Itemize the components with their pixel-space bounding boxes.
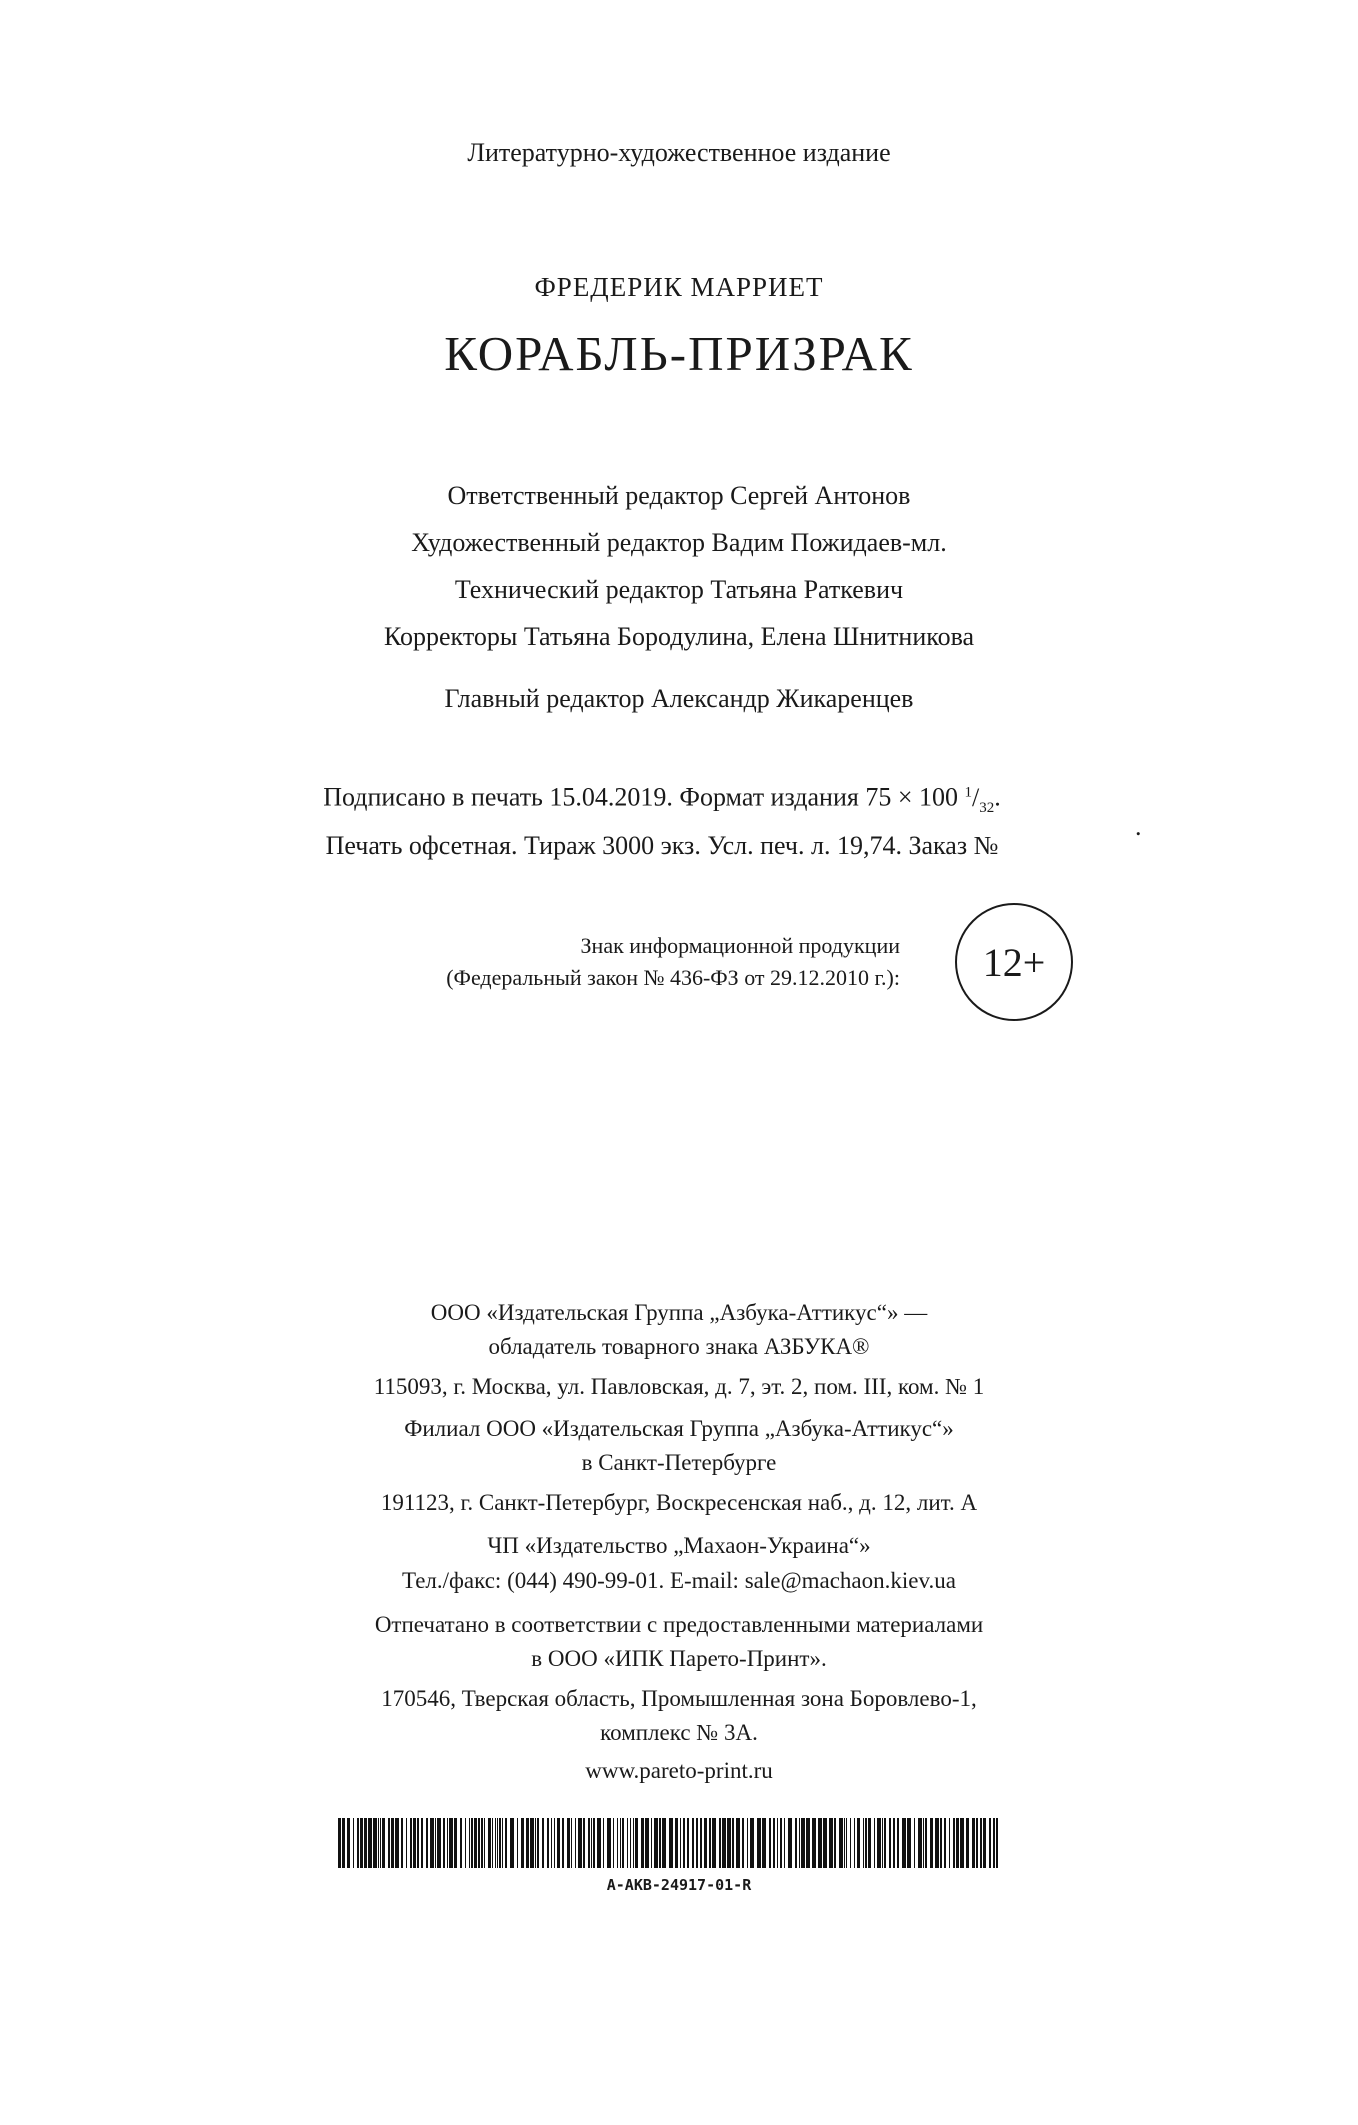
barcode-bar	[914, 1818, 915, 1868]
barcode-bar	[844, 1818, 845, 1868]
barcode-bar	[700, 1818, 702, 1868]
barcode-bar	[537, 1818, 539, 1868]
barcode-bar	[603, 1818, 604, 1868]
barcode-bar	[949, 1818, 950, 1868]
barcode-bar	[622, 1818, 624, 1868]
barcode-bar	[571, 1818, 572, 1868]
barcode-bar	[630, 1818, 631, 1868]
barcode-bar	[696, 1818, 698, 1868]
barcode-bar	[680, 1818, 681, 1868]
barcode-bar	[373, 1818, 377, 1868]
barcode-bar	[865, 1818, 867, 1868]
barcode-bar	[517, 1818, 518, 1868]
barcode-bar	[953, 1818, 955, 1868]
barcode-code: A-AKB-24917-01-R	[606, 1876, 752, 1894]
barcode-bar	[567, 1818, 570, 1868]
chief-editor: Главный редактор Александр Жикаренцев	[444, 684, 914, 713]
genre-line: Литературно-художественное издание	[467, 138, 891, 167]
barcode-bar	[488, 1818, 491, 1868]
barcode-bar	[675, 1818, 678, 1868]
barcode-bar	[651, 1818, 652, 1868]
barcode-bar	[526, 1818, 529, 1868]
barcode-bar	[687, 1818, 689, 1868]
printing-line-2: в ООО «ИПК Парето-Принт».	[531, 1646, 827, 1671]
barcode-bar	[471, 1818, 473, 1868]
barcode-bar	[460, 1818, 462, 1868]
age-rating-text	[220, 930, 900, 994]
ukraine-contacts: Тел./факс: (044) 490-99-01. E-mail: sale@machaon.kiev.ua	[402, 1568, 956, 1593]
barcode-bar	[918, 1818, 922, 1868]
barcode-bar	[481, 1818, 483, 1868]
barcode-bar	[465, 1818, 466, 1868]
print-info-line-2: Печать офсетная. Тираж 3000 экз. Усл. печ. л. 19,74. Заказ №	[325, 830, 999, 860]
barcode-bar	[497, 1818, 498, 1868]
barcode-bar	[613, 1818, 614, 1868]
barcode-bar	[447, 1818, 448, 1868]
barcode-bar	[505, 1818, 507, 1868]
barcode-bar	[877, 1818, 881, 1868]
barcode-bar	[388, 1818, 390, 1868]
publisher-line-2: обладатель товарного знака АЗБУКА®	[488, 1334, 870, 1359]
barcode-bar	[907, 1818, 911, 1868]
age-rating-badge: 12+	[955, 903, 1073, 1021]
barcode-bar	[391, 1818, 394, 1868]
print-info-line-1-end: .	[994, 782, 1001, 812]
barcode-bar	[882, 1818, 883, 1868]
barcode-bar	[478, 1818, 480, 1868]
barcode-bar	[846, 1818, 847, 1868]
barcode-bar	[495, 1818, 496, 1868]
barcode-bar	[788, 1818, 792, 1868]
barcode-bar	[597, 1818, 601, 1868]
barcode-bar	[395, 1818, 399, 1868]
branch-line-2: в Санкт-Петербурге	[581, 1450, 777, 1475]
barcode-bar	[617, 1818, 618, 1868]
barcode-bar	[704, 1818, 707, 1868]
barcode-bar	[769, 1818, 771, 1868]
barcode-bar	[719, 1818, 721, 1868]
barcode-bar	[421, 1818, 423, 1868]
barcode-bar	[868, 1818, 871, 1868]
barcode-bar	[732, 1818, 734, 1868]
credit-responsible-editor: Ответственный редактор Сергей Антонов	[447, 481, 911, 510]
barcode-bar	[944, 1818, 946, 1868]
age-rating-line-2: (Федеральный закон № 436-ФЗ от 29.12.2010 г.):	[446, 965, 900, 990]
barcode-bar	[654, 1818, 658, 1868]
print-info	[182, 773, 1142, 865]
barcode-bar	[712, 1818, 716, 1868]
barcode-bar	[364, 1818, 367, 1868]
barcode-bar	[401, 1818, 403, 1868]
fraction-denominator: 32	[979, 799, 995, 816]
barcode-bar	[980, 1818, 982, 1868]
barcode-bar	[378, 1818, 379, 1868]
barcode-bar	[742, 1818, 744, 1868]
barcode-bar	[902, 1818, 906, 1868]
print-info-format: Подписано в печать 15.04.2019. Формат издания 75 × 100	[323, 782, 965, 812]
barcode-bar	[784, 1818, 785, 1868]
barcode-bar	[368, 1818, 372, 1868]
barcode-bar	[925, 1818, 927, 1868]
barcode-bar	[410, 1818, 412, 1868]
barcode-bar	[562, 1818, 564, 1868]
barcode-bar	[884, 1818, 886, 1868]
barcode-bar	[353, 1818, 354, 1868]
barcode-bar	[591, 1818, 592, 1868]
barcode-bar	[502, 1818, 503, 1868]
barcode-bar	[993, 1818, 995, 1868]
barcode-bar	[736, 1818, 740, 1868]
barcode-bar	[627, 1818, 628, 1868]
barcode-bar	[692, 1818, 694, 1868]
barcode-bar	[747, 1818, 748, 1868]
barcode-bar	[521, 1818, 524, 1868]
barcode-bar	[727, 1818, 731, 1868]
barcode-bar	[535, 1818, 536, 1868]
barcode-bar	[960, 1818, 964, 1868]
barcode-bar	[575, 1818, 576, 1868]
barcode-bar	[799, 1818, 800, 1868]
barcode-bar	[659, 1818, 661, 1868]
barcode-bar	[662, 1818, 666, 1868]
barcode-bar	[382, 1818, 385, 1868]
publisher-address: 115093, г. Москва, ул. Павловская, д. 7, эт. 2, пом. III, ком. № 1	[373, 1374, 985, 1399]
barcode-bar	[554, 1818, 555, 1868]
barcode-bar	[557, 1818, 560, 1868]
barcode-bar	[641, 1818, 644, 1868]
barcode-bar	[449, 1818, 453, 1868]
barcode-bar	[983, 1818, 986, 1868]
barcode-bar	[996, 1818, 998, 1868]
barcode-bar	[818, 1818, 822, 1868]
barcode-bar	[850, 1818, 851, 1868]
barcode-bar	[795, 1818, 797, 1868]
barcode-bar	[683, 1818, 685, 1868]
barcode-graphic	[338, 1818, 1001, 1868]
barcode-bar	[620, 1818, 621, 1868]
barcode-bar	[342, 1818, 345, 1868]
barcode-bar	[469, 1818, 470, 1868]
barcode-bar	[588, 1818, 590, 1868]
branch-line-1: Филиал ООО «Издательская Группа „Азбука-Аттикус“»	[404, 1416, 954, 1441]
ukraine-publisher: ЧП «Издательство „Махаон-Украина“»	[487, 1533, 871, 1558]
barcode-bar	[530, 1818, 534, 1868]
barcode-bar	[854, 1818, 855, 1868]
barcode-bar	[542, 1818, 544, 1868]
barcode-bar	[893, 1818, 895, 1868]
barcode-bar	[930, 1818, 933, 1868]
barcode-bar	[430, 1818, 434, 1868]
barcode-bar	[823, 1818, 827, 1868]
barcode-bar	[338, 1818, 341, 1868]
barcode-bar	[635, 1818, 638, 1868]
barcode-bar	[669, 1818, 673, 1868]
print-info-line-1	[182, 773, 1142, 827]
barcode-bar	[510, 1818, 514, 1868]
barcode-bar	[801, 1818, 805, 1868]
barcode-bar	[417, 1818, 419, 1868]
barcode-bar	[551, 1818, 552, 1868]
barcode-bar	[413, 1818, 416, 1868]
barcode-bar	[762, 1818, 766, 1868]
barcode-bar	[777, 1818, 778, 1868]
barcode-bar	[454, 1818, 457, 1868]
credit-technical-editor: Технический редактор Татьяна Раткевич	[454, 575, 904, 604]
age-rating-line-1: Знак информационной продукции	[580, 933, 900, 958]
barcode-bar	[492, 1818, 493, 1868]
credit-proofreaders: Корректоры Татьяна Бородулина, Елена Шнитникова	[383, 622, 975, 651]
barcode-bar	[360, 1818, 363, 1868]
barcode-bar	[593, 1818, 595, 1868]
barcode-bar	[976, 1818, 978, 1868]
printing-line-1: Отпечатано в соответствии с предоставленными материалами	[374, 1612, 984, 1637]
barcode-bar	[812, 1818, 816, 1868]
credit-art-editor: Художественный редактор Вадим Пожидаев-мл.	[411, 528, 947, 557]
barcode-bar	[380, 1818, 381, 1868]
barcode-bar	[956, 1818, 959, 1868]
barcode-bar	[633, 1818, 634, 1868]
barcode-bar	[607, 1818, 611, 1868]
barcode-bar	[757, 1818, 761, 1868]
barcode-bar	[474, 1818, 477, 1868]
format-fraction: $^1/_{32}$	[964, 782, 995, 816]
barcode-bar	[863, 1818, 864, 1868]
author-name: ФРЕДЕРИК МАРРИЕТ	[534, 272, 824, 302]
barcode-bar	[989, 1818, 991, 1868]
barcode-bar	[578, 1818, 582, 1868]
barcode-bar	[972, 1818, 975, 1868]
barcode-bar	[583, 1818, 585, 1868]
printer-website: www.pareto-print.ru	[585, 1758, 773, 1783]
barcode-bar	[435, 1818, 436, 1868]
book-title: КОРАБЛЬ-ПРИЗРАК	[444, 326, 914, 381]
barcode-bar	[897, 1818, 899, 1868]
barcode-bar	[499, 1818, 501, 1868]
barcode-bar	[406, 1818, 407, 1868]
barcode-bar	[935, 1818, 939, 1868]
barcode-bar	[443, 1818, 445, 1868]
order-number-dot: .	[1135, 812, 1142, 841]
barcode-bar	[709, 1818, 711, 1868]
barcode-bar	[780, 1818, 782, 1868]
barcode-bar	[834, 1818, 836, 1868]
barcode-bar	[874, 1818, 875, 1868]
printer-address-2: комплекс № 3А.	[600, 1720, 758, 1745]
barcode-bar	[923, 1818, 924, 1868]
barcode-bar	[347, 1818, 350, 1868]
barcode-bar	[806, 1818, 810, 1868]
barcode-bar	[645, 1818, 649, 1868]
printer-address-1: 170546, Тверская область, Промышленная зона Боровлево-1,	[381, 1686, 977, 1711]
barcode-bar	[547, 1818, 549, 1868]
barcode-bar	[773, 1818, 775, 1868]
barcode-bar	[839, 1818, 843, 1868]
barcode-bar	[829, 1818, 833, 1868]
barcode-bar	[750, 1818, 754, 1868]
barcode-bar	[437, 1818, 441, 1868]
barcode-bar	[357, 1818, 359, 1868]
publisher-line-1: ООО «Издательская Группа „Азбука-Аттикус“» —	[430, 1300, 928, 1325]
barcode-bar	[889, 1818, 891, 1868]
barcode-bar	[857, 1818, 860, 1868]
fraction-numerator: 1	[964, 784, 972, 800]
branch-address: 191123, г. Санкт-Петербург, Воскресенская наб., д. 12, лит. А	[380, 1490, 978, 1515]
barcode-bar	[484, 1818, 485, 1868]
barcode-bar	[966, 1818, 969, 1868]
barcode-bar	[940, 1818, 942, 1868]
barcode-bar	[426, 1818, 428, 1868]
barcode-bar	[722, 1818, 726, 1868]
